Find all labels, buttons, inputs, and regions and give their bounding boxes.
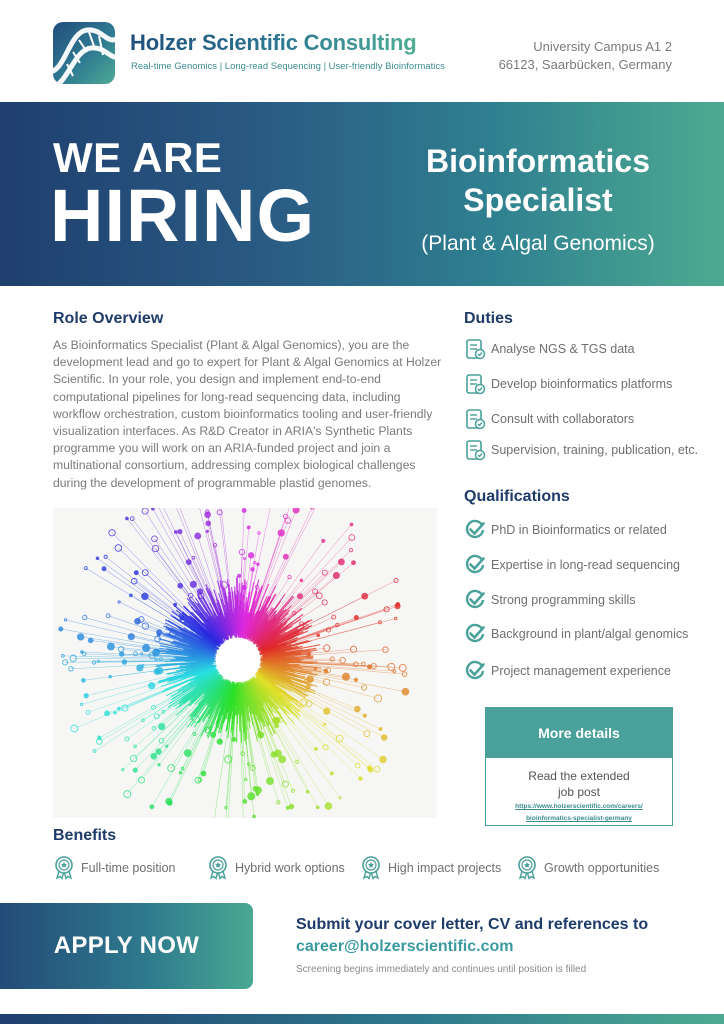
burst-dot <box>396 602 400 606</box>
award-badge-icon <box>516 856 538 880</box>
job-post-link-part-2[interactable]: bioinformatics-specialist-germany <box>526 815 632 822</box>
burst-dot <box>238 574 241 577</box>
check-circle-icon <box>464 554 486 576</box>
burst-dot <box>129 594 132 597</box>
duty-label: Analyse NGS & TGS data <box>491 342 635 356</box>
burst-ray <box>106 557 215 642</box>
burst-dot <box>242 508 246 512</box>
benefit-label: Hybrid work options <box>235 861 345 875</box>
qualification-label: Project management experience <box>491 664 671 678</box>
burst-dot <box>363 714 366 717</box>
burst-dot <box>109 675 112 678</box>
burst-dot <box>324 723 326 725</box>
company-logo <box>53 22 115 84</box>
burst-dot <box>283 554 288 559</box>
burst-dot <box>124 791 131 798</box>
duty-item <box>464 337 635 361</box>
burst-dot <box>342 673 349 680</box>
burst-dot <box>355 706 361 712</box>
burst-dot <box>317 634 320 637</box>
burst-dot <box>98 736 102 740</box>
burst-dot <box>255 787 262 794</box>
burst-dot <box>119 652 124 657</box>
benefit-item <box>207 855 345 881</box>
burst-dot <box>332 615 336 619</box>
burst-dot <box>367 665 371 669</box>
check-circle-icon <box>464 589 486 611</box>
burst-dot <box>205 512 211 518</box>
burst-dot <box>354 678 357 681</box>
burst-dot <box>178 529 182 533</box>
burst-dot <box>379 728 382 731</box>
burst-ray <box>112 533 217 639</box>
burst-dot <box>330 772 333 775</box>
qualification-item <box>464 588 636 612</box>
benefit-item <box>53 855 175 881</box>
qualification-item <box>464 622 688 646</box>
burst-dot <box>380 756 387 763</box>
burst-dot <box>300 579 303 582</box>
burst-dot <box>232 737 236 741</box>
burst-dot <box>156 749 161 754</box>
more-details-line-1: Read the extended <box>528 769 630 783</box>
banner-hiring: HIRING <box>50 174 315 257</box>
burst-dot <box>115 545 122 552</box>
duty-item <box>464 438 698 462</box>
burst-dot <box>322 539 325 542</box>
burst-dot <box>315 748 318 751</box>
more-details-card <box>485 707 673 826</box>
burst-dot <box>338 559 344 565</box>
burst-dot <box>148 683 154 689</box>
burst-core <box>216 638 260 682</box>
qualification-label: Expertise in long-read sequencing <box>491 558 681 572</box>
qualifications-heading: Qualifications <box>464 488 570 505</box>
career-email-link[interactable]: career@holzerscientific.com <box>296 938 514 955</box>
burst-dot <box>325 803 332 810</box>
burst-dot <box>243 799 247 803</box>
burst-dot <box>174 531 177 534</box>
burst-dot <box>273 717 279 723</box>
burst-dot <box>394 617 397 620</box>
burst-dot <box>266 778 273 785</box>
burst-dot <box>306 790 309 793</box>
overview-text: As Bioinformatics Specialist (Plant & Algal Genomics), you are the development lead and go to expert for Plant & Algal Genomics at Holzer Scientific. In your role, you design and implement end-to-end computational pipelines for long-read sequencing data, including workflow orchestration, custom bioinformatics tooling and user-friendly visualization interfaces. As R&D Creator in ARIA's Synthetic Plants programme you will work on an ARIA-funded project and join a multinational consortium, addressing complex biological challenges during the development of programmable plastid genomes. <box>53 338 442 490</box>
burst-dot <box>157 633 160 636</box>
burst-dot <box>267 722 269 724</box>
duties-heading: Duties <box>464 310 513 327</box>
radial-burst-graphic <box>53 508 437 818</box>
burst-dot <box>107 643 114 650</box>
banner-we-are: WE ARE <box>53 134 223 181</box>
burst-dot <box>402 688 409 695</box>
award-badge-icon <box>360 856 382 880</box>
duty-label: Consult with collaborators <box>491 412 635 426</box>
benefit-item <box>516 855 659 881</box>
burst-dot <box>80 703 82 705</box>
job-post-link-part-1[interactable]: https://www.holzerscientific.com/careers/ <box>515 803 643 810</box>
burst-dot <box>159 723 165 729</box>
burst-dot <box>126 517 129 520</box>
company-name: Holzer Scientific Consulting <box>130 30 417 55</box>
burst-dot <box>253 815 256 818</box>
burst-dot <box>247 526 250 529</box>
burst-dot <box>251 568 255 572</box>
overview-heading: Role Overview <box>53 310 164 327</box>
duty-label: Supervision, training, publication, etc. <box>491 443 699 457</box>
job-title: Bioinformatics Specialist <box>425 143 651 218</box>
burst-dot <box>84 567 87 570</box>
company-tagline: Real-time Genomics | Long-read Sequencing | User-friendly Bioinformatics <box>131 61 445 72</box>
benefit-label: Full-time position <box>81 861 176 875</box>
burst-dot <box>278 530 284 536</box>
burst-dot <box>297 594 302 599</box>
burst-dot <box>350 523 353 526</box>
check-circle-icon <box>464 519 486 541</box>
burst-group <box>59 508 409 818</box>
burst-dot <box>96 557 99 560</box>
burst-dot <box>352 561 356 565</box>
burst-dot <box>316 806 319 809</box>
burst-dot <box>359 777 363 781</box>
screening-note: Screening begins immediately and continues until position is filled <box>296 964 587 975</box>
burst-dot <box>137 665 143 671</box>
burst-dot <box>313 589 318 594</box>
award-badge-icon <box>207 856 229 880</box>
burst-dot <box>105 711 110 716</box>
qualification-label: PhD in Bioinformatics or related <box>491 523 667 537</box>
burst-ray <box>260 550 352 639</box>
burst-dot <box>151 753 157 759</box>
burst-dot <box>134 571 138 575</box>
burst-dot <box>150 805 154 809</box>
burst-dot <box>293 508 299 513</box>
burst-dot <box>244 557 246 559</box>
burst-dot <box>133 768 137 772</box>
duty-item <box>464 407 634 431</box>
burst-dot <box>381 735 387 741</box>
job-subtitle: (Plant & Algal Genomics) <box>421 232 655 255</box>
burst-dot <box>152 536 158 542</box>
qualification-label: Strong programming skills <box>491 593 636 607</box>
benefits-heading: Benefits <box>53 827 117 844</box>
dna-helix-icon <box>53 22 115 84</box>
award-badge-icon <box>53 856 75 880</box>
benefit-label: High impact projects <box>388 861 502 875</box>
page-header <box>0 0 724 102</box>
address-line-2: 66123, Saarbücken, Germany <box>498 57 672 72</box>
apply-now-button[interactable]: APPLY NOW <box>0 903 253 989</box>
burst-dot <box>86 710 90 714</box>
burst-dot <box>174 603 177 606</box>
burst-dot <box>166 798 172 804</box>
checklist-icon <box>464 439 486 461</box>
burst-dot <box>184 750 191 757</box>
check-circle-icon <box>464 623 486 645</box>
check-circle-icon <box>464 660 486 682</box>
burst-dot <box>154 669 160 675</box>
address-line-1: University Campus A1 2 <box>533 39 672 54</box>
burst-dot <box>336 735 343 742</box>
checklist-icon <box>464 373 486 395</box>
qualification-item <box>464 659 671 683</box>
burst-dot <box>71 725 78 732</box>
burst-ray <box>170 687 225 803</box>
more-details-heading: More details <box>486 708 672 758</box>
benefit-item <box>360 855 501 881</box>
qualification-item <box>464 518 667 542</box>
burst-dot <box>333 572 339 578</box>
burst-dot <box>77 634 83 640</box>
company-address <box>499 38 672 74</box>
qualification-label: Background in plant/algal genomics <box>491 627 689 641</box>
burst-dot <box>153 649 160 656</box>
burst-dot <box>206 530 208 532</box>
burst-dot <box>130 517 134 521</box>
burst-dot <box>217 739 222 744</box>
duty-label: Develop bioinformatics platforms <box>491 377 673 391</box>
burst-dot <box>106 614 110 618</box>
burst-dot <box>151 508 154 510</box>
benefit-label: Growth opportunities <box>544 861 660 875</box>
more-details-body <box>486 758 672 825</box>
burst-dot <box>178 583 183 588</box>
burst-dot <box>324 708 330 714</box>
burst-dot <box>179 772 181 774</box>
more-details-line-2: job post <box>557 785 601 799</box>
burst-dot <box>84 694 88 698</box>
burst-dot <box>82 678 86 682</box>
hiring-banner <box>0 102 724 286</box>
burst-dot <box>195 533 201 539</box>
burst-dot <box>248 553 254 559</box>
qualification-item <box>464 553 680 577</box>
burst-dot <box>122 660 127 665</box>
burst-dot <box>289 804 294 809</box>
burst-dot <box>93 750 96 753</box>
checklist-icon <box>464 408 486 430</box>
burst-ray <box>249 510 296 632</box>
burst-dot <box>367 766 371 770</box>
burst-dot <box>59 627 63 631</box>
burst-ray <box>141 683 219 780</box>
burst-dot <box>158 764 160 766</box>
burst-dot <box>248 793 255 800</box>
checklist-icon <box>464 338 486 360</box>
footer-bar <box>0 1014 724 1024</box>
genome-circular-visualization <box>53 508 437 818</box>
submit-instructions: Submit your cover letter, CV and references to <box>296 916 649 933</box>
burst-dot <box>279 756 286 763</box>
burst-ray <box>257 524 351 637</box>
burst-dot <box>307 676 314 683</box>
burst-dot <box>324 669 328 673</box>
duty-item <box>464 372 672 396</box>
burst-dot <box>355 763 360 768</box>
burst-dot <box>102 567 106 571</box>
